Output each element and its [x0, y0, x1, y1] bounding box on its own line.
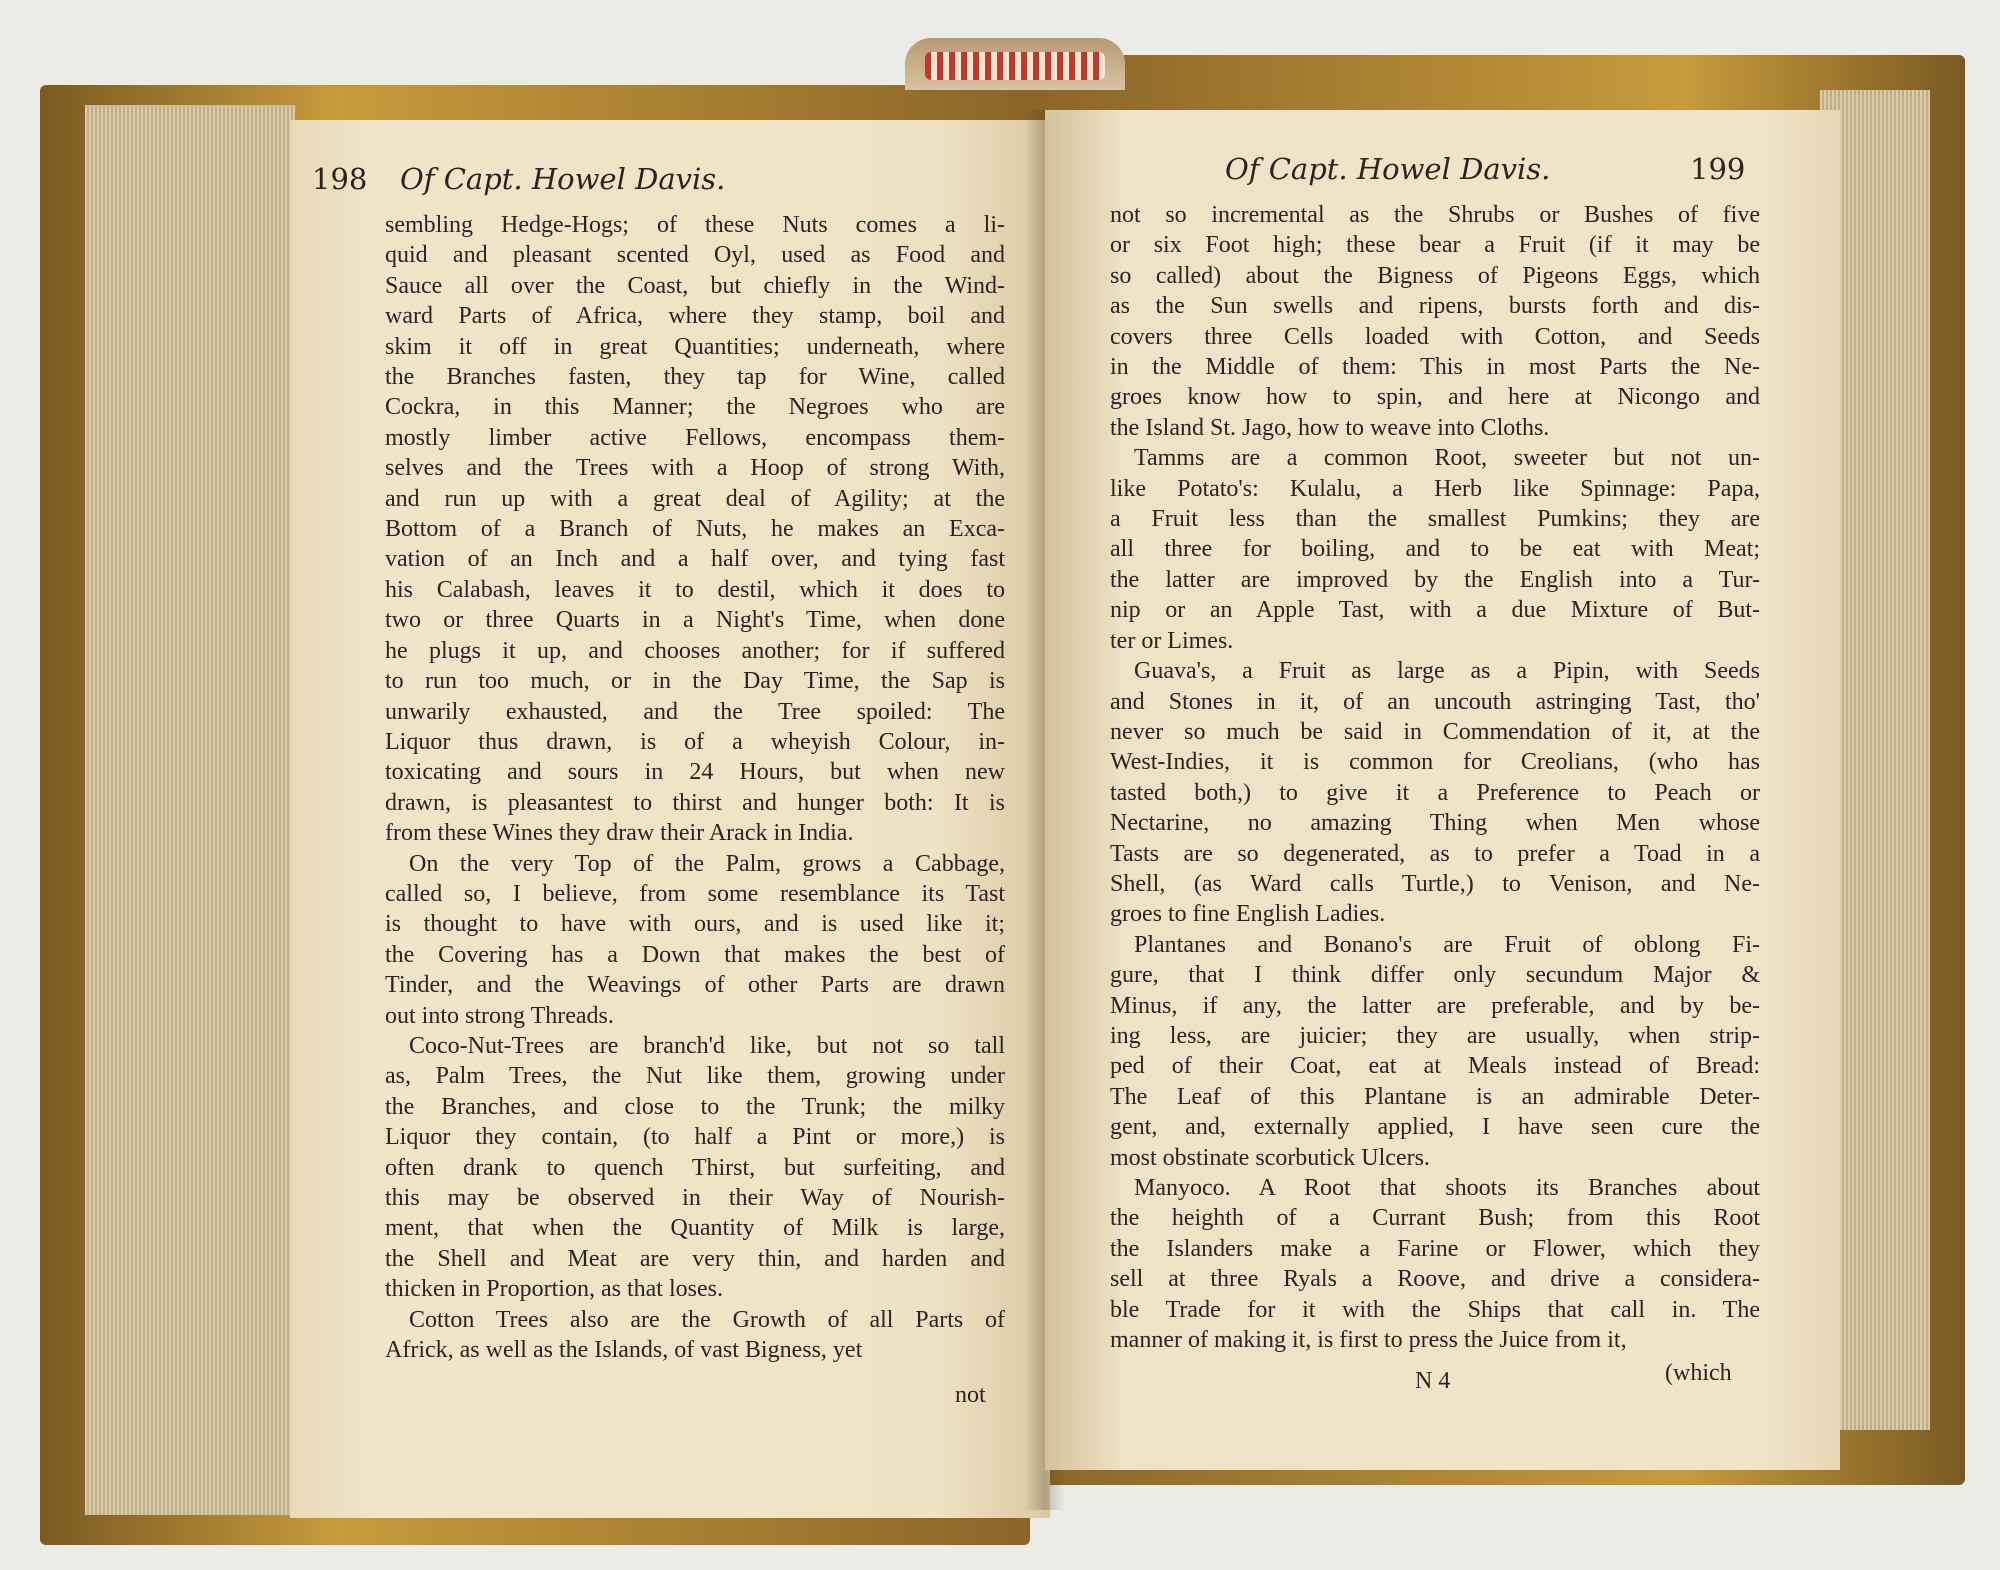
- text-line: Sauce all over the Coast, but chiefly in the Wind-: [385, 272, 1005, 299]
- text-line: this may be observed in their Way of Nourish-: [385, 1185, 1005, 1211]
- text-line: and Stones in it, of an uncouth astringing Tast, tho': [1110, 688, 1760, 715]
- text-line: Coco-Nut-Trees are branch'd like, but not so tall: [409, 1032, 1005, 1059]
- text-line: a Fruit less than the smallest Pumkins; they are: [1110, 506, 1760, 533]
- text-line: Liquor they contain, (to half a Pint or more,) is: [385, 1124, 1005, 1151]
- text-line: so called) about the Bigness of Pigeons Eggs, which: [1110, 262, 1760, 289]
- text-line: out into strong Threads.: [385, 1002, 614, 1029]
- text-line: to run too much, or in the Day Time, the Sap is: [385, 668, 1005, 695]
- page-edges-left: [85, 105, 295, 1515]
- signature-mark: N 4: [1415, 1368, 1451, 1394]
- text-line: Cotton Trees also are the Growth of all Parts of: [409, 1306, 1005, 1333]
- text-line: Liquor thus drawn, is of a wheyish Colour, in-: [385, 728, 1005, 755]
- text-line: ment, that when the Quantity of Milk is large,: [385, 1215, 1005, 1242]
- text-line: all three for boiling, and to be eat with Meat;: [1110, 536, 1760, 563]
- text-line: selves and the Trees with a Hoop of strong With,: [385, 455, 1005, 482]
- text-line: quid and pleasant scented Oyl, used as Food and: [385, 242, 1005, 269]
- headband: [925, 52, 1105, 80]
- text-line: ing less, are juicier; they are usually, when strip-: [1110, 1022, 1760, 1049]
- text-line: ward Parts of Africa, where they stamp, boil and: [385, 303, 1005, 330]
- text-line: and run up with a great deal of Agility; at the: [385, 485, 1005, 512]
- text-line: sembling Hedge-Hogs; of these Nuts comes a li-: [385, 212, 1005, 238]
- text-line: the Shell and Meat are very thin, and harden and: [385, 1245, 1005, 1272]
- text-line: tasted both,) to give it a Preference to Peach or: [1110, 779, 1760, 806]
- text-line: Tamms are a common Root, sweeter but not un-: [1134, 445, 1760, 472]
- text-line: Africk, as well as the Islands, of vast Bigness, yet: [385, 1337, 863, 1364]
- text-line: Cockra, in this Manner; the Negroes who are: [385, 394, 1005, 421]
- text-line: groes know how to spin, and here at Nicongo and: [1110, 384, 1760, 411]
- text-line: thicken in Proportion, as that loses.: [385, 1276, 723, 1303]
- text-line: ped of their Coat, eat at Meals instead of Bread:: [1110, 1053, 1760, 1080]
- text-line: the Branches, and close to the Trunk; the milky: [385, 1093, 1005, 1120]
- page-text: [385, 210, 1005, 1365]
- text-line: or six Foot high; these bear a Fruit (if it may be: [1110, 232, 1760, 259]
- left-page: [290, 120, 1050, 1518]
- text-line: Tasts are so degenerated, as to prefer a Toad in a: [1110, 840, 1760, 867]
- running-head: Of Capt. Howel Davis.: [400, 162, 726, 196]
- text-line: in the Middle of them: This in most Parts the Ne-: [1110, 354, 1760, 381]
- text-line: his Calabash, leaves it to destil, which it does to: [385, 576, 1005, 603]
- text-line: Bottom of a Branch of Nuts, he makes an Exca-: [385, 516, 1005, 543]
- text-line: Guava's, a Fruit as large as a Pipin, with Seeds: [1134, 658, 1760, 685]
- text-line: gure, that I think differ only secundum Major &: [1110, 962, 1760, 989]
- text-line: called so, I believe, from some resemblance its Tast: [385, 880, 1005, 907]
- text-line: the heighth of a Currant Bush; from this Root: [1110, 1205, 1760, 1232]
- text-line: he plugs it up, and chooses another; for if suffered: [385, 637, 1005, 664]
- text-line: gent, and, externally applied, I have seen cure the: [1110, 1114, 1760, 1141]
- catchword: (which: [1665, 1360, 1732, 1386]
- text-line: the latter are improved by the English into a Tur-: [1110, 566, 1760, 593]
- text-line: On the very Top of the Palm, grows a Cabbage,: [409, 850, 1005, 877]
- text-line: The Leaf of this Plantane is an admirable Deter-: [1110, 1083, 1760, 1110]
- text-line: manner of making it, is first to press the Juice from it,: [1110, 1327, 1627, 1354]
- text-line: two or three Quarts in a Night's Time, when done: [385, 607, 1005, 634]
- text-line: Manyoco. A Root that shoots its Branches about: [1134, 1175, 1760, 1201]
- catchword: not: [955, 1382, 986, 1408]
- text-line: nip or an Apple Tast, with a due Mixture of But-: [1110, 597, 1760, 624]
- text-line: sell at three Ryals a Roove, and drive a considera-: [1110, 1266, 1760, 1293]
- text-line: from these Wines they draw their Arack in India.: [385, 820, 854, 847]
- text-line: covers three Cells loaded with Cotton, and Seeds: [1110, 323, 1760, 350]
- text-line: Plantanes and Bonano's are Fruit of oblong Fi-: [1134, 931, 1760, 958]
- text-line: like Potato's: Kulalu, a Herb like Spinnage: Papa,: [1110, 475, 1760, 502]
- text-line: as, Palm Trees, the Nut like them, growing under: [385, 1063, 1005, 1090]
- text-line: Nectarine, no amazing Thing when Men whose: [1110, 810, 1760, 837]
- text-line: groes to fine English Ladies.: [1110, 901, 1386, 928]
- text-line: the Island St. Jago, how to weave into Cloths.: [1110, 414, 1550, 441]
- text-line: the Islanders make a Farine or Flower, which they: [1110, 1235, 1760, 1262]
- text-line: toxicating and sours in 24 Hours, but when new: [385, 759, 1005, 786]
- text-line: West-Indies, it is common for Creolians, (who has: [1110, 749, 1760, 776]
- running-head: Of Capt. Howel Davis.: [1225, 152, 1551, 186]
- text-line: Shell, (as Ward calls Turtle,) to Venison, and Ne-: [1110, 870, 1760, 897]
- text-line: vation of an Inch and a half over, and tying fast: [385, 546, 1005, 573]
- text-line: the Covering has a Down that makes the best of: [385, 941, 1005, 968]
- text-line: most obstinate scorbutick Ulcers.: [1110, 1144, 1430, 1171]
- text-line: unwarily exhausted, and the Tree spoiled: The: [385, 698, 1005, 725]
- text-line: often drank to quench Thirst, but surfeiting, and: [385, 1154, 1005, 1181]
- text-line: Minus, if any, the latter are preferable, and by be-: [1110, 992, 1760, 1019]
- text-line: is thought to have with ours, and is used like it;: [385, 911, 1005, 938]
- text-line: Tinder, and the Weavings of other Parts are drawn: [385, 972, 1005, 999]
- text-line: the Branches fasten, they tap for Wine, called: [385, 364, 1005, 391]
- page-number: 198: [312, 162, 368, 196]
- text-line: not so incremental as the Shrubs or Bushes of five: [1110, 202, 1760, 228]
- text-line: mostly limber active Fellows, encompass them-: [385, 424, 1005, 451]
- text-line: ble Trade for it with the Ships that call in. The: [1110, 1296, 1760, 1323]
- right-page: [1045, 110, 1840, 1470]
- text-line: drawn, is pleasantest to thirst and hunger both: It is: [385, 789, 1005, 816]
- page-number: 199: [1690, 152, 1746, 186]
- text-line: as the Sun swells and ripens, bursts forth and dis-: [1110, 293, 1760, 320]
- text-line: skim it off in great Quantities; underneath, where: [385, 333, 1005, 360]
- text-line: never so much be said in Commendation of it, at the: [1110, 718, 1760, 745]
- text-line: ter or Limes.: [1110, 627, 1234, 654]
- page-text: [1110, 200, 1760, 1355]
